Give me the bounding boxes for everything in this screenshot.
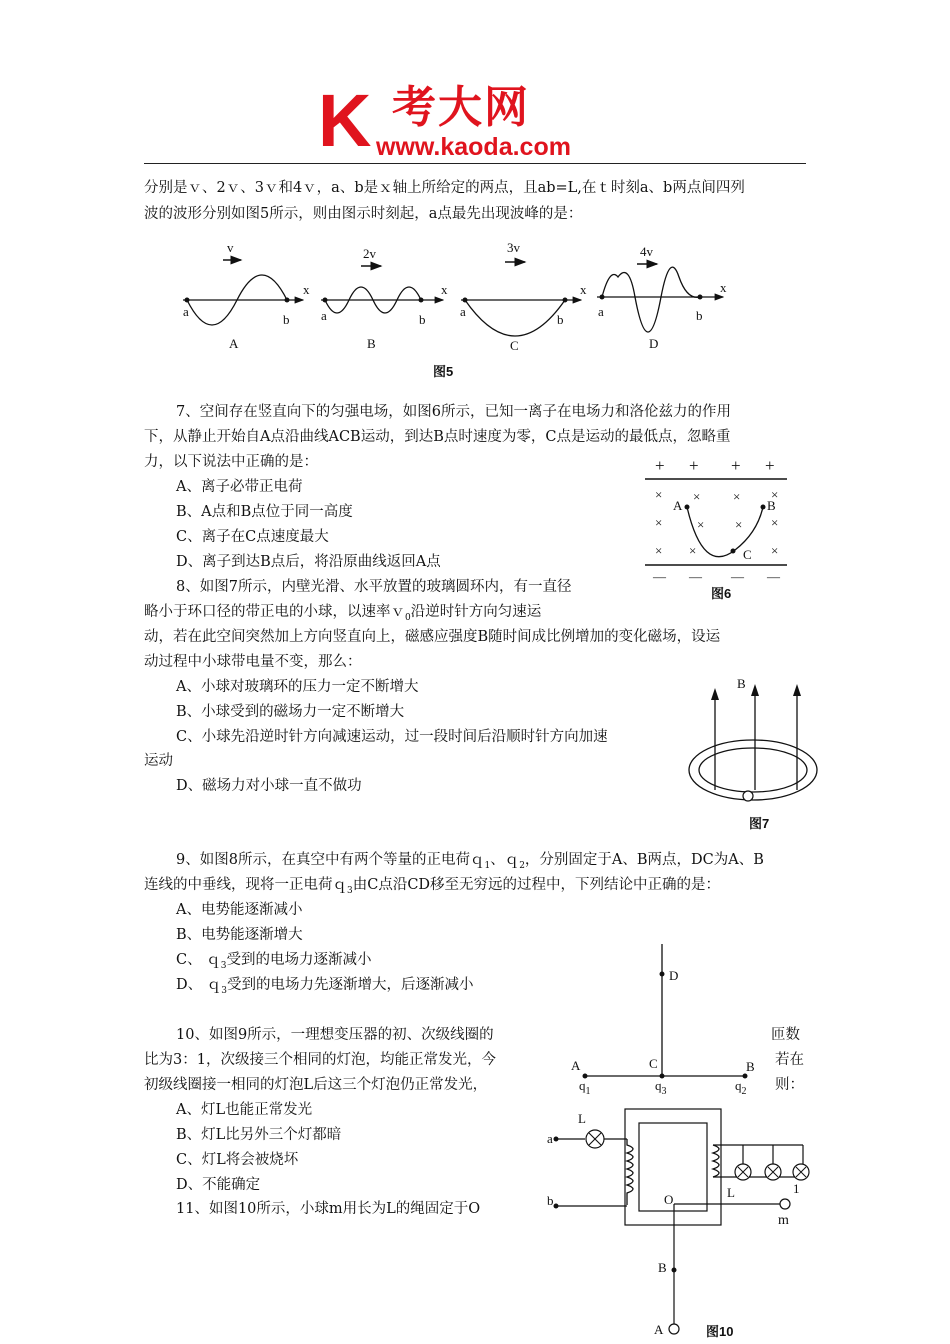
fig6-plus-4: +: [765, 456, 775, 475]
fig6-cross-7: ×: [735, 517, 743, 532]
fig6-cross-6: ×: [697, 517, 705, 532]
q7-option-b: B、A点和B点位于同一高度: [176, 504, 353, 520]
fig6-cross-2: ×: [693, 489, 701, 504]
fig10-point-o: O: [664, 1192, 674, 1207]
fig6-point-b: B: [767, 498, 776, 513]
fig8-q1: $q_1$: [579, 1078, 591, 1097]
figure-6-caption: 图6: [711, 586, 732, 601]
figure-6: [645, 455, 805, 605]
fig6-cross-4: ×: [771, 487, 779, 502]
wave-c-axis: x: [580, 282, 587, 297]
q10-line-1: 10、如图9所示，一理想变压器的初、次级线圈的: [176, 1027, 494, 1043]
logo-url: www.kaoda.com: [376, 133, 571, 161]
fig6-cross-9: ×: [655, 543, 663, 558]
fig9-lamp-l-label: L: [578, 1111, 586, 1126]
fig6-cross-5: ×: [655, 515, 663, 530]
fig6-plus-1: +: [655, 456, 665, 475]
wave-d: [597, 244, 727, 351]
fig10-mass-m: m: [778, 1213, 789, 1228]
wave-a-axis: x: [303, 282, 310, 297]
wave-c-speed: 3v: [507, 240, 520, 255]
fig6-cross-3: ×: [733, 489, 741, 504]
q10-line-2: 比为3：1，次级接三个相同的灯泡，均能正常发光，今: [144, 1052, 496, 1068]
fig8-q3: $q_3$: [655, 1078, 667, 1097]
q8-line-1: 8、如图7所示，内壁光滑、水平放置的玻璃圆环内，有一直径: [176, 579, 572, 595]
wave-b-letter: B: [367, 336, 376, 351]
fig6-point-a: A: [673, 498, 683, 513]
wave-c-letter: C: [510, 338, 519, 353]
fig8-point-b: B: [746, 1059, 755, 1074]
wave-d-letter: D: [649, 336, 659, 351]
q10-option-c: C、灯L将会被烧坏: [176, 1152, 299, 1168]
q9-option-b: B、电势能逐渐增大: [176, 927, 303, 943]
q9-option-c: C、 ｑ$_3$受到的电场力逐渐减小: [176, 952, 372, 971]
q10-option-a: A、灯L也能正常发光: [176, 1102, 313, 1118]
q9-option-d: D、 ｑ$_3$受到的电场力先逐渐增大，后逐渐减小: [176, 977, 474, 996]
q8-option-c: C、小球先沿逆时针方向减速运动，过一段时间后沿顺时针方向加速: [176, 729, 608, 745]
figure-7: [685, 672, 825, 832]
logo-mark: K: [318, 79, 372, 162]
q8-option-a: A、小球对玻璃环的压力一定不断增大: [176, 679, 419, 695]
wave-b-axis: x: [441, 282, 448, 297]
fig8-q2: $q_2$: [735, 1078, 747, 1097]
q8-option-d: D、磁场力对小球一直不做功: [176, 778, 362, 794]
fig9-label-l2: L: [727, 1185, 735, 1200]
q10-line-3-right: 则：: [775, 1077, 804, 1093]
wave-b-point-a: a: [321, 308, 327, 323]
q9-option-a: A、电势能逐渐减小: [176, 902, 303, 918]
q7-line-1: 7、空间存在竖直向下的匀强电场，如图6所示，已知一离子在电场力和洛伦兹力的作用: [176, 404, 731, 420]
q8-option-c-cont: 运动: [144, 753, 173, 769]
q10-option-d: D、不能确定: [176, 1177, 261, 1193]
fig6-minus-2: —: [689, 569, 702, 584]
fig6-cross-10: ×: [689, 543, 697, 558]
figure-10: [650, 1190, 810, 1340]
fig6-minus-1: —: [653, 569, 666, 584]
wave-d-speed: 4v: [640, 244, 653, 259]
fig6-cross-8: ×: [771, 515, 779, 530]
header-rule: [144, 163, 806, 164]
wave-c-point-b: b: [557, 312, 564, 327]
fig6-point-c: C: [743, 547, 752, 562]
q7-line-3: 力，以下说法中正确的是：: [144, 454, 318, 470]
q10-option-b: B、灯L比另外三个灯都暗: [176, 1127, 342, 1143]
figure-7-caption: 图7: [749, 816, 770, 831]
fig8-point-c: C: [649, 1056, 658, 1071]
wave-d-point-b: b: [696, 308, 703, 323]
q11-line-1: 11、如图10所示，小球m用长为L的绳固定于O: [176, 1201, 481, 1217]
fig9-label-1: 1: [793, 1181, 800, 1196]
q10-line-3: 初级线圈接一相同的灯泡L后这三个灯泡仍正常发光，: [144, 1077, 488, 1093]
wave-b: [321, 246, 448, 351]
figure-8: [565, 940, 765, 1100]
fig6-cross-1: ×: [655, 487, 663, 502]
q9-line-2: 连线的中垂线，现将一正电荷ｑ$_3$由C点沿CD移至无穷远的过程中，下列结论中正确的是：: [144, 877, 721, 896]
q8-option-b: B、小球受到的磁场力一定不断增大: [176, 704, 405, 720]
figure-10-caption: 图10: [706, 1324, 734, 1339]
fig9-terminal-b: b: [547, 1193, 554, 1208]
q8-line-2: 略小于环口径的带正电的小球，以速率ｖ$_0$沿逆时针方向匀速运: [144, 604, 542, 623]
q8-line-3: 动，若在此空间突然加上方向竖直向上，磁感应强度B随时间成比例增加的变化磁场，设运: [144, 629, 721, 645]
wave-b-point-b: b: [419, 312, 426, 327]
fig6-cross-11: ×: [771, 543, 779, 558]
q7-option-c: C、离子在C点速度最大: [176, 529, 329, 545]
q9-line-1: 9、如图8所示，在真空中有两个等量的正电荷ｑ$_1$、ｑ$_2$，分别固定于A、B两点，DC为A、B: [176, 852, 764, 871]
fig6-minus-4: —: [767, 569, 780, 584]
fig10-point-a: A: [654, 1322, 664, 1337]
fig9-terminal-a: a: [547, 1131, 553, 1146]
fig6-minus-3: —: [731, 569, 744, 584]
q6-line-1: 分别是ｖ、2ｖ、3ｖ和4ｖ，a、b是ｘ轴上所给定的两点，且ab=L,在ｔ时刻a、b两点间四列: [144, 180, 745, 196]
wave-a: [183, 240, 310, 351]
wave-b-speed: 2v: [363, 246, 376, 261]
wave-d-point-a: a: [598, 304, 604, 319]
q7-line-2: 下，从静止开始自A点沿曲线ACB运动，到达B点时速度为零，C点是运动的最低点，忽略重: [144, 429, 731, 445]
q8-line-4: 动过程中小球带电量不变，那么：: [144, 654, 362, 670]
wave-a-speed: v: [227, 240, 234, 255]
wave-a-point-a: a: [183, 304, 189, 319]
fig6-plus-2: +: [689, 456, 699, 475]
fig8-point-d: D: [669, 968, 679, 983]
figure-5: [175, 232, 755, 382]
wave-c-point-a: a: [460, 304, 466, 319]
wave-d-axis: x: [720, 280, 727, 295]
fig7-field-label: B: [737, 676, 746, 691]
figure-5-caption: 图5: [433, 364, 454, 379]
fig10-point-b: B: [658, 1260, 667, 1275]
fig8-point-a: A: [571, 1058, 581, 1073]
q10-line-2-right: 若在: [775, 1052, 804, 1068]
wave-c: [460, 240, 587, 353]
q7-option-d: D、离子到达B点后，将沿原曲线返回A点: [176, 554, 441, 570]
logo-title: 考大网: [392, 82, 530, 133]
q6-line-2: 波的波形分别如图5所示，则由图示时刻起，a点最先出现波峰的是：: [144, 206, 583, 222]
q7-option-a: A、离子必带正电荷: [176, 479, 303, 495]
q10-line-1-right: 匝数: [771, 1027, 800, 1043]
wave-a-point-b: b: [283, 312, 290, 327]
fig6-plus-3: +: [731, 456, 741, 475]
wave-a-letter: A: [229, 336, 239, 351]
